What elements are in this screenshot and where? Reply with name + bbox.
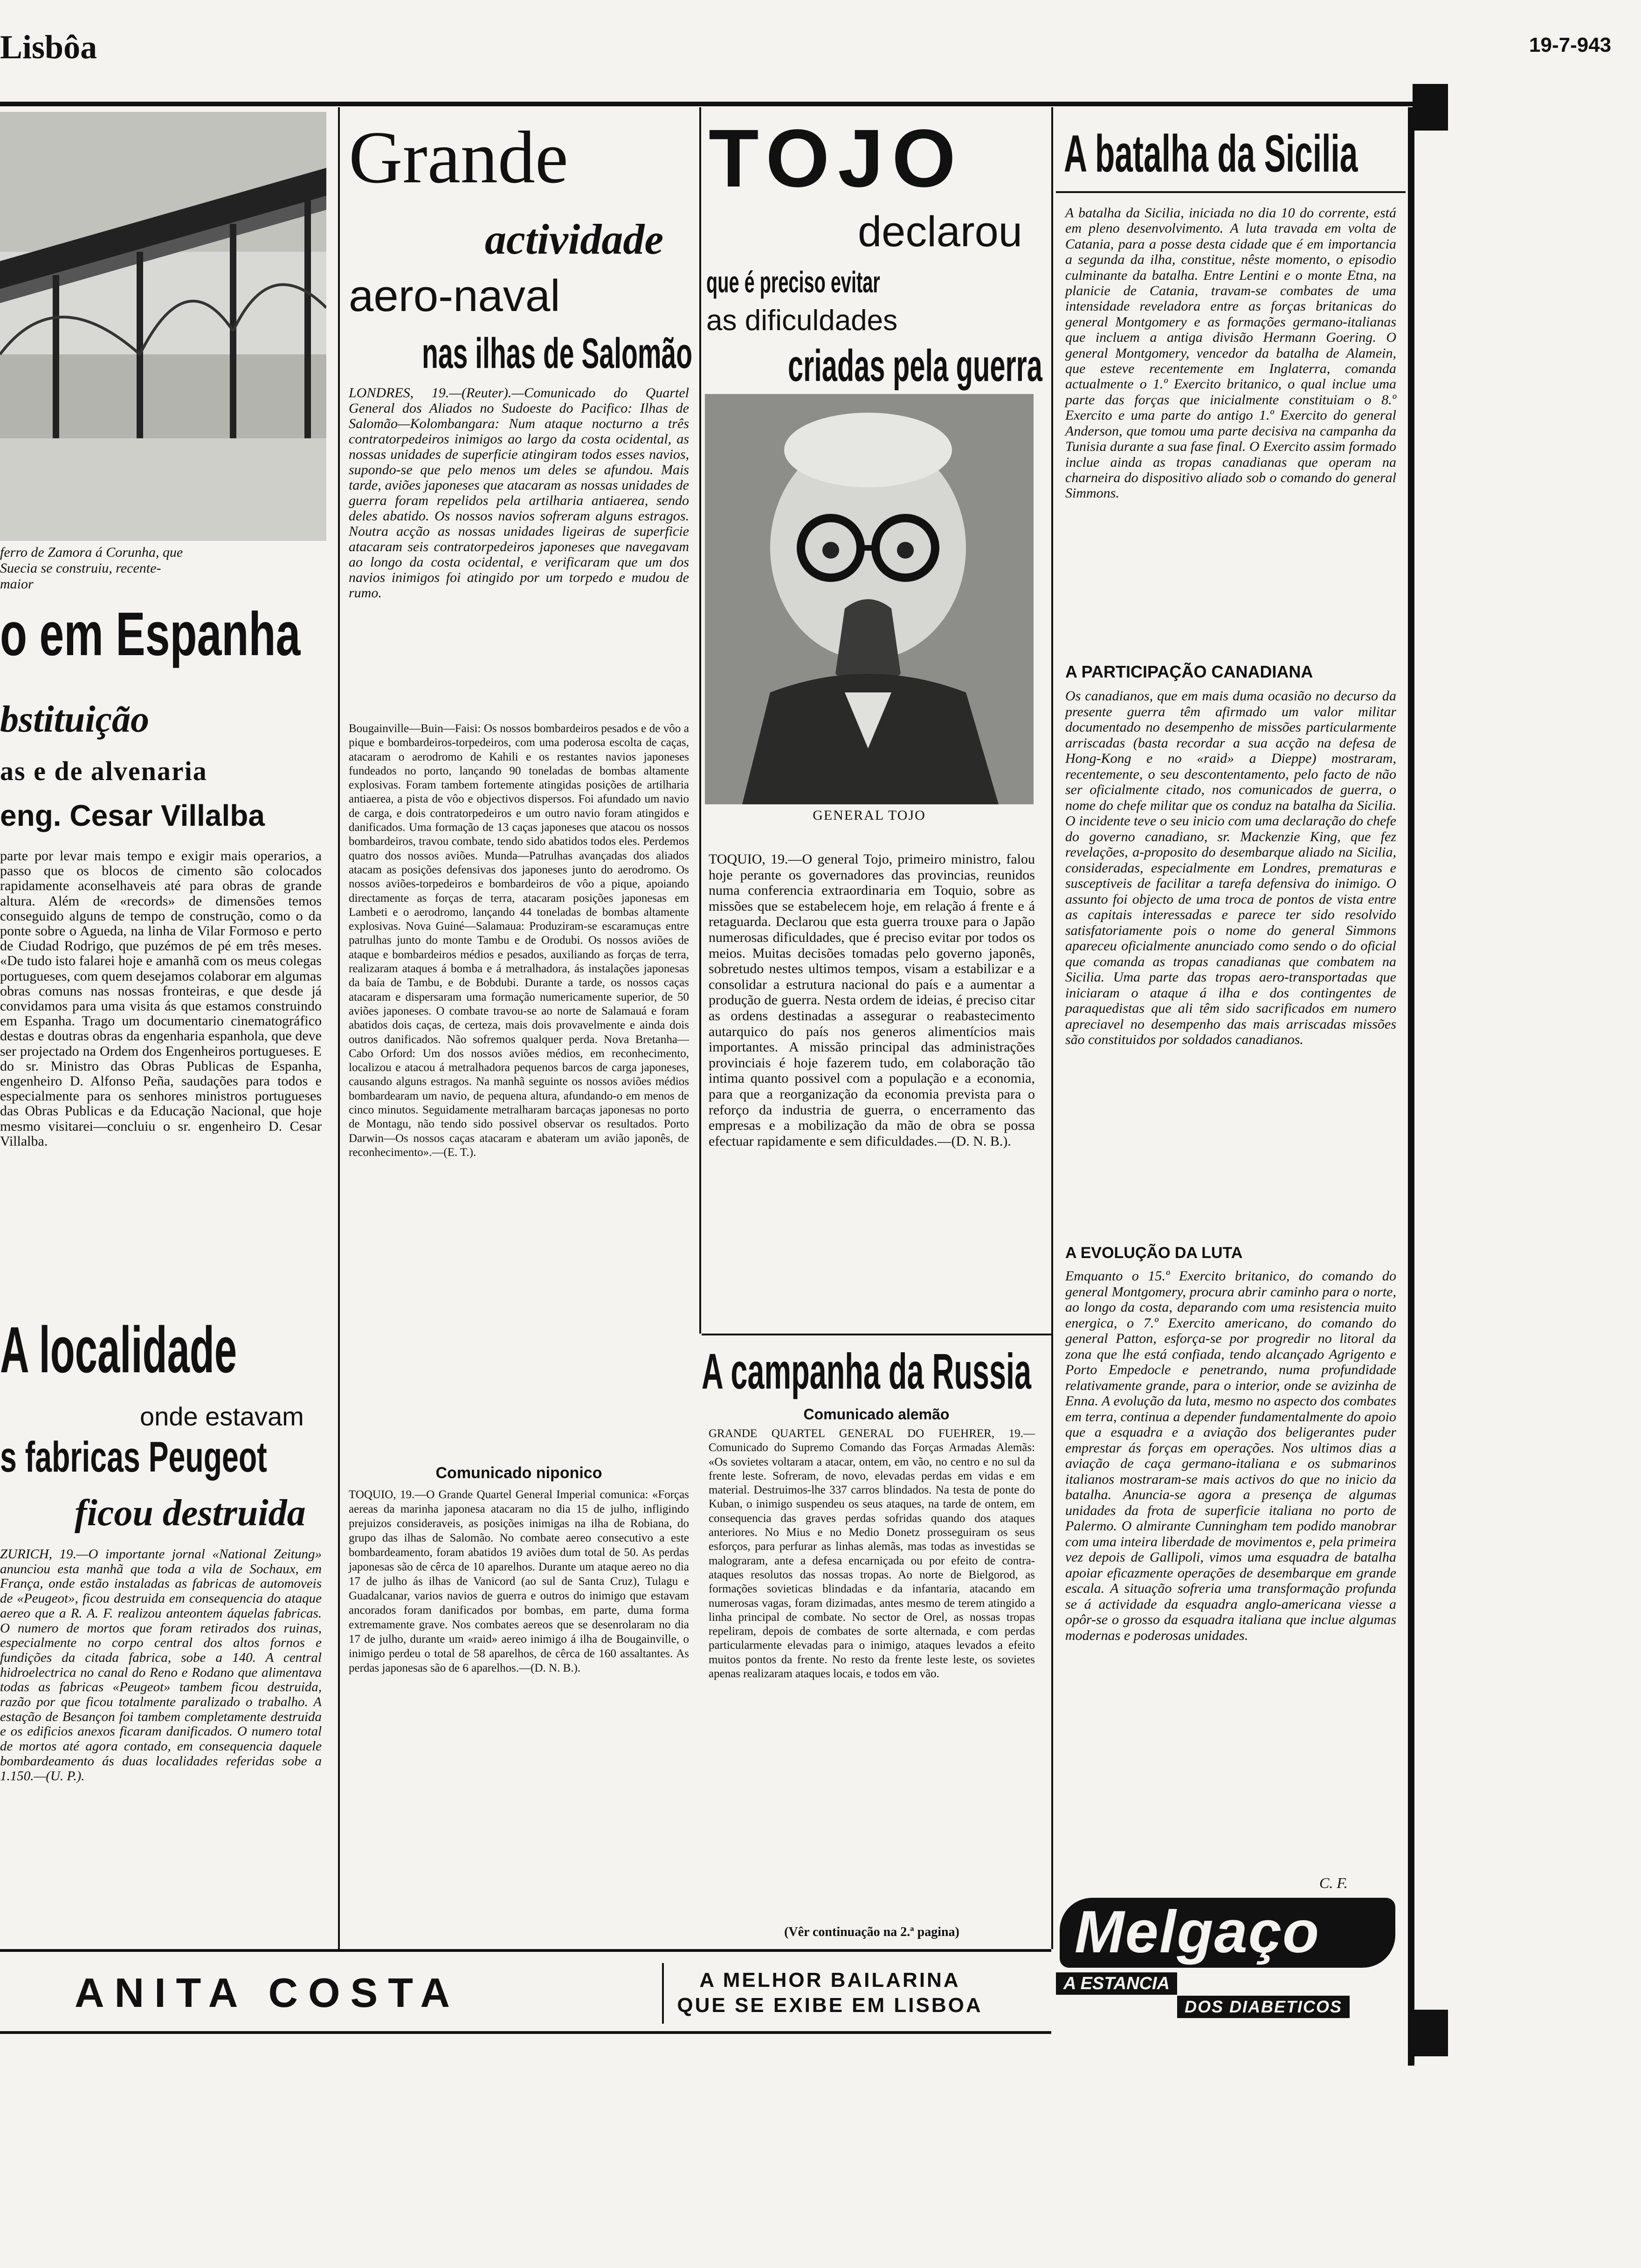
section-rule: [0, 2031, 1051, 2034]
melgaco-tagline: A ESTANCIA: [1056, 1972, 1177, 1995]
subhead: que é preciso evitar: [706, 265, 880, 299]
subhead: A PARTICIPAÇÃO CANADIANA: [1065, 662, 1313, 681]
headline-espanha: o em Espanha: [0, 600, 301, 668]
article-body: Emquanto o 15.º Exercito britanico, do comando do general Montgomery, procura abrir caminho para o norte, ao longo da costa, deparando com uma resistencia muito energica, o 7.º Exercito americano, do comando do general Patton, esforça-se por progredir no litoral da zona que lhe está confiada, tendo alcançado Agrigento e Porto Empedocle e penetrando, numa profundidade relativamente grande, para o interior, onde se avizinha de Enna. A evolução da luta, mesmo no aspecto dos combates em terra, continua a depender fundamentalmente do apoio que a esquadra e a aviação dos beligerantes puder emprestar ás forças em operações. Nos ultimos dias a aviação de caça germano-italiana e os submarinos italianos mostraram-se mais activos do que no inicio da batalha. Anuncia-se agora a presença de algumas unidades da frota de superficie italiana no porto de Palermo. O almirante Cunningham tem podido manobrar com uma inteira liberdade de movimentos e, pela primeira vez depois de Gallipoli, vimos uma esquadra de batalha apoiar eficazmente operações de desembarque em grande escala. A situação sofreria uma transformação profunda se á actividade da esquadra anglo-americana viesse a opôr-se o grosso da esquadra italiana que inclue algumas modernas e poderosas unidades.: [1065, 1268, 1396, 1643]
crop-mark: [1413, 2010, 1448, 2056]
photo-caption: GENERAL TOJO: [813, 808, 926, 823]
top-rule: [0, 102, 1413, 106]
melgaco-advert: [1056, 1898, 1401, 2019]
subhead: as e de alvenaria: [0, 756, 207, 786]
subhead: Comunicado niponico: [435, 1464, 602, 1482]
right-border: [1408, 107, 1414, 2066]
article-body: parte por levar mais tempo e exigir mais operarios, a passo que os blocos de cimento são colocados rapidamente aconselhaveis até para obras de grande altura. Além de «records» de dimensões temos conseguido alguns de tempo de construção, como o da ponte sobre o Agueda, na linha de Vilar Formoso e perto de Ciudad Rodrigo, que puzémos de pé em três meses. «De tudo isto falarei hoje e amanhã com os meus colegas portugueses, com quem desejamos colaborar em algumas obras comuns nas nossas fronteiras, e que desde já convidamos para uma visita ás que estamos construindo em Espanha. Trago um documentario cinematográfico destas e doutras obras da engenharia espanhola, que deve ser projectado na Ordem dos Engenheiros portugueses. E do sr. Ministro das Obras Publicas de Espanha, engenheiro D. Alfonso Peña, saudações para todos e especialmente para os senhores ministros portugueses das Obras Publicas e da Educação Nacional, que hoje mesmo visitarei—concluiu o sr. engenheiro D. Cesar Villalba.: [0, 848, 322, 1149]
subhead: criadas pela guerra: [788, 341, 1042, 391]
column-separator: [1051, 107, 1053, 1949]
subhead: actividade: [485, 215, 664, 263]
headline-tojo: TOJO: [709, 113, 965, 204]
article-body: TOQUIO, 19.—O general Tojo, primeiro ministro, falou hoje perante os governadores das provincias, reunidos numa conferencia extraordinaria em Toquio, sobre as missões que se estabelecem hoje, em relação á frente e á retaguarda. Declarou que esta guerra trouxe para o Japão numerosas dificuldades, que é preciso evitar por todos os meios. Muitas decisões tomadas pelo governo japonês, sobretudo nestes ultimos tempos, visam a estabilizar e a consolidar a estrutura nacional do país e a aumentar a produção de guerra. Nesta ordem de ideias, é preciso citar as ordens destinadas a assegurar o reabastecimento autarquico do país nos generos alimentícios mais importantes. A missão principal das administrações provinciais é hoje fazerem tudo, em colaboração tão intima quanto possivel com a população e a economia, para que a reorganização da economia prevista para o reforço da industria de guerra, o encerramento das empresas e a mobilização da mão de obra se possa efectuar rapidamente e sem dificuldades.—(D. N. B.).: [709, 851, 1035, 1149]
article-body: Os canadianos, que em mais duma ocasião no decurso da presente guerra têm afirmado um valor militar documentado no desempenho de missões particularmente arriscadas (basta recordar a sua acção na defesa de Hong-Kong e no «raid» a Dieppe) mostraram, recentemente, o seu descontentamento, pelo facto de não ser oficialmente citado, nos comunicados de guerra, o nome do chefe militar que os conduz na batalha da Sicilia. O incidente teve o seu inicio com uma declaração do chefe do governo canadiano, sr. Mackenzie King, que fez revelações, a-proposito do desembarque aliado na Sicilia, consideradas, especialmente em Londres, prematuras e susceptiveis de facilitar a tarefa defensiva do inimigo. O assunto foi objecto de uma troca de pontos de vista entre as capitais interessadas e parece ter sido resolvido satisfatoriamente pois o nome do general Simmons apareceu oficialmente anunciado como sendo o do oficial que comanda as tropas canadianas que combatem na Sicilia. Uma parte das tropas aero-transportadas que iniciaram o ataque á ilha e dos contingentes de paraquedistas que ali têm sido sacrificados em numero apreciavel no desempenho das mais arriscadas missões são constituidos por soldados canadianos.: [1065, 688, 1396, 1047]
continuation-note: (Vêr continuação na 2.ª pagina): [784, 1925, 959, 1939]
anita-name: ANITA COSTA: [75, 1970, 460, 2016]
headline-russia: A campanha da Russia: [702, 1343, 1032, 1399]
subhead: ficou destruida: [75, 1493, 306, 1534]
melgaco-logo-text: Melgaço: [1075, 1899, 1320, 1965]
photo-caption: ferro de Zamora á Corunha, que Suecia se construiu, recente- maior: [0, 545, 183, 592]
section-rule: [1056, 191, 1406, 193]
article-body: A batalha da Sicilia, iniciada no dia 10 do corrente, está em pleno desenvolvimento. A luta travada em volta de Catania, para a posse desta cidade que é em importancia a segunda da ilha, constitue, nêste momento, o episodio culminante da batalha. Entre Lentini e o monte Etna, na planicie de Catania, travam-se combates de uma intensidade reveladora entre as forças britanicas do general Montgomery e as formações germano-italianas que incluem a antiga divisão Hermann Goering. O general Montgomery, vencedor da batalha de Alamein, que esteve recentemente em Inglaterra, comanda actualmente o 1.º Exercito britanico, o qual inclue uma parte das forças que inicialmente constituiam o 8.º Exercito e uma parte do antigo 1.º Exercito do general Anderson, que tomou uma parte decisiva na campanha da Tunisia durante a sua fase final. O Exercito assim formado inclue ainda as tropas canadianas que operam na charneira do dispositivo aliado sob o comando do general Simmons.: [1065, 205, 1396, 501]
crop-mark: [1413, 84, 1448, 131]
section-rule: [0, 1949, 1051, 1952]
subhead: as dificuldades: [706, 304, 898, 337]
anita-tagline: A MELHOR BAILARINA: [699, 1969, 960, 1991]
subhead: declarou: [858, 208, 1022, 256]
subhead: onde estavam: [140, 1402, 304, 1431]
column-separator: [338, 107, 340, 1949]
subhead: eng. Cesar Villalba: [0, 799, 265, 832]
anita-advert: [0, 1954, 1051, 2028]
signature: C. F.: [1319, 1874, 1348, 1891]
article-body: TOQUIO, 19.—O Grande Quartel General Imperial comunica: «Forças aereas da marinha japonesa atacaram no dia 15 de julho, infligindo prejuizos consideraveis, as posições inimigas na ilha de Robiana, do grupo das ilhas de Salomão. No combate aereo consecutivo a este bombardeamento, foram abatidos 19 aviões dum total de 50. As perdas japonesas são de cêrca de 10 aparelhos. Durante um ataque aereo no dia 17 de julho ás ilhas de Vanicord (ao sul de Santa Cruz), Tulagu e Guadalcanar, varios navios de guerra e outros do inimigo que estavam ancorados foram danificados por bombas, em parte, duma forma extremamente grave. Nos combates aereos que se desenrolaram no dia 17 de julho, durante um «raid» aereo inimigo á ilha de Bougainville, o inimigo perdeu o total de 58 aparelhos, de cêrca de 160 assaltantes. As perdas japonesas são de 6 aparelhos.—(D. N. B.).: [349, 1488, 689, 1674]
article-body: ZURICH, 19.—O importante jornal «National Zeitung» anunciou esta manhã que toda a vila de Sochaux, em França, onde estão instaladas as fabricas de automoveis de «Peugeot», ficou destruida em consequencia do ataque aereo que a R. A. F. realizou anteontem áquelas fabricas. O numero de mortos que foram retirados dos ruinas, especialmente no corpo central dos altos fornos e fundições da citada fabrica, sobe a 140. A central hidroelectrica no canal do Reno e Rodano que alimentava todas as fabricas «Peugeot» tambem ficou destruida, razão por que ficou totalmente paralizado o trabalho. A estação de Besançon foi tambem completamente destruida e os edificios anexos ficaram danificados. O numero total de mortos até agora contado, em consequencia daquele bombardeamento ás duas localidades referidas sobe a 1.150.—(U. P.).: [0, 1547, 322, 1784]
subhead: bstituição: [0, 699, 150, 740]
column-separator: [699, 107, 701, 1334]
subhead: aero-naval: [349, 271, 560, 321]
anita-tagline: QUE SE EXIBE EM LISBOA: [677, 1994, 983, 2017]
header-masthead: Lisbôa: [0, 28, 97, 66]
subhead: A EVOLUÇÃO DA LUTA: [1065, 1244, 1243, 1262]
headline-grande: Grande: [349, 116, 568, 199]
article-body: Bougainville—Buin—Faisi: Os nossos bombardeiros pesados e de vôo a pique e bombardeiros-torpedeiros, com uma poderosa escolta de caças, atacaram o aerodromo de Kahili e os restantes navios japoneses fundeados no porto, lançando 90 toneladas de bombas altamente explosivas. Foram tambem fortemente atingidas posições de artilharia antiaerea, a pista de vôo e objectivos dispersos. Foi afundado um navio de carga, e dois contratorpedeiros e um outro navio foram atingidos e danificados. Uma formação de 13 caças japoneses que atacou os nossos bombardeiros, travou combate, tendo sido abatidos todos eles. Perdemos quatro dos nossos aviões. Munda—Patrulhas avançadas dos aliados atacam as posições defensivas dos japoneses junto do aerodromo. Os nossos aviões-torpedeiros e bombardeiros de vôo a pique, apoiando directamente as forças de terra, atacaram posições japonesas em Lambeti e o aerodromo, lançando 44 toneladas de bombas altamente explosivas. Nova Guiné—Salamaua: Produziram-se escaramuças entre patrulhas junto do monte Tambu e de Orodubi. Os nossos aviões de ataque e bombardeiros médios e pesados, auxiliando as forças de terra, realizaram ataques á bomba e á metralhadora, ás instalações japonesas da baía de Tambu, e de Bobdubi. Durante a tarde, os nossos caças atacaram e dispersaram uma formação numericamente superior, de 50 aviões japoneses. O combate travou-se ao norte de Salamauá e foram abatidos dois caças, de certeza, mais dois provavelmente e ainda dois outros danificados. Não sofremos qualquer perda. Nova Bretanha—Cabo Orford: Um dos nossos aviões médios, em reconhecimento, localizou e atacou á metralhadora pequenos barcos de carga japoneses, causando alguns estragos. Na manhã seguinte os nossos aviões médios bombardearam um navio, de pequena altura, afundando-o em menos de cinco minutos. Seguidamente metralharam barcaças japonesas no porto de Montagu, não tendo sido possivel observar os resultados. Porto Darwin—Os nossos caças atacaram e abateram um avião japonês, de reconhecimento».—(E. T.).: [349, 722, 689, 1159]
article-body: GRANDE QUARTEL GENERAL DO FUEHRER, 19.—Comunicado do Supremo Comando das Forças Armadas Alemãs: «Os sovietes voltaram a atacar, ontem, em vão, no centro e no sul da frente leste. Sofreram, de novo, elevadas perdas em vidas e em material. Destruimos-lhe 337 carros blindados. Na testa de ponte do Kuban, o inimigo suspendeu os seus ataques, na tarde de ontem, em consequencia das graves perdas sofridas quando dos ataques anteriores. No Mius e no Medio Donetz prosseguiram os seus esforços, para perfurar as linhas alemãs, mas todas as investidas se malograram, ante a defesa encarniçada ou por efeito de contra-ataques resolutos das nossas tropas. Ao norte de Bielgorod, as formações sovieticas blindadas e da infantaria, atacando em numerosas vagas, foram dizimadas, antes mesmo de terem atingido a linha principal de combate. No sector de Orel, as nossas tropas repeliram, depois de combates de sorte alternada, e com perdas particularmente elevadas para o inimigo, ataques levados a efeito muitos pontos da frente. No resto da frente leste leste, os sovietes apenas realizaram ataques locais, e todos em vão.: [709, 1427, 1035, 1680]
header-date: 19-7-943: [1529, 34, 1612, 56]
section-rule: [702, 1334, 1051, 1335]
headline-localidade: A localidade: [0, 1313, 237, 1386]
subhead: nas ilhas de Salomão: [422, 330, 693, 377]
ad-divider: [662, 1963, 664, 2024]
article-intro: LONDRES, 19.—(Reuter).—Comunicado do Quartel General dos Aliados no Sudoeste do Pacifico: Ilhas de Salomão—Kolombangara: Num ataque nocturno a três contratorpedeiros inimigos ao largo da costa ocidental, as nossas unidades de superficie atingiram todos esses navios, supondo-se que pelo menos um deles se afundou. Mais tarde, aviões japoneses que atacaram as nossas unidades de guerra foram repelidos pela artilharia antiaerea, sendo deles abatido. Os nossos navios sofreram alguns estragos. Noutra acção as nossas unidades ligeiras de superficie atacaram seis contratorpedeiros japoneses que navegavam ao longo da costa ocidental, e verificaram que um dos navios inimigos foi atingido por um torpedo e mudou de rumo.: [349, 385, 689, 601]
tojo-portrait: [705, 394, 1034, 804]
headline-sicilia: A batalha da Sicilia: [1064, 124, 1358, 183]
subhead: s fabricas Peugeot: [0, 1433, 267, 1481]
subhead: Comunicado alemão: [803, 1406, 950, 1423]
bridge-photo: [0, 112, 326, 541]
melgaco-tagline: DOS DIABETICOS: [1177, 1996, 1350, 2018]
